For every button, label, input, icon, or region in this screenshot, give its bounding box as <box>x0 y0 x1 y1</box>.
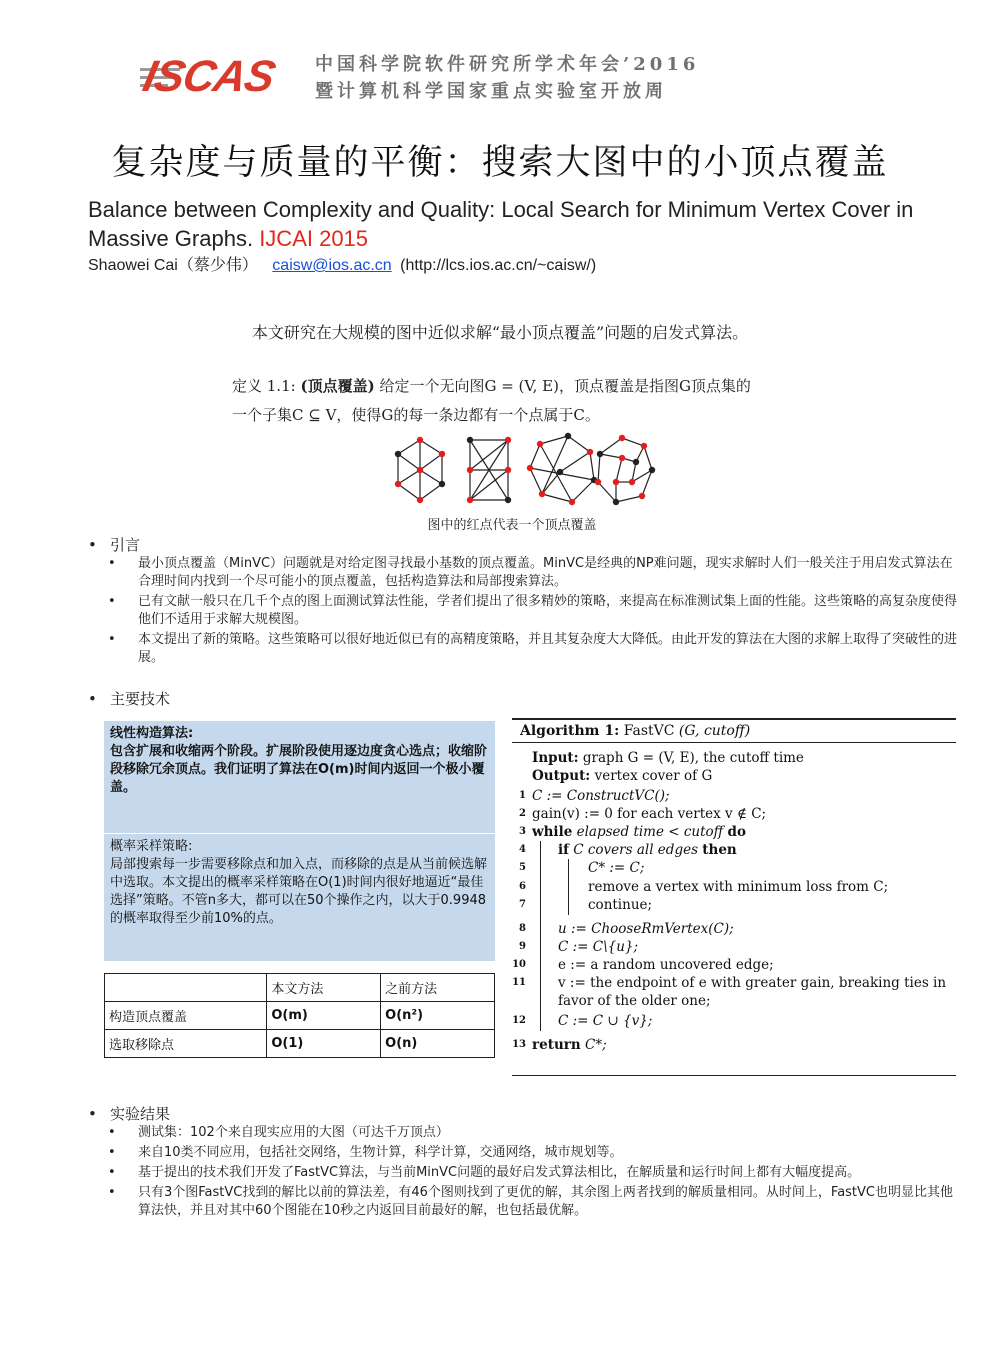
line-text: favor of the older one; <box>558 993 711 1009</box>
table-cell: O(n) <box>381 1030 495 1058</box>
definition-line1 <box>232 372 832 401</box>
table-header-row <box>105 974 495 1002</box>
list-item: • 测试集：102个来自现实应用的大图（可达千万顶点） <box>108 1124 963 1142</box>
line-number: 10 <box>512 959 526 970</box>
conference-title-line1: 中国科学院软件研究所学术年会’2016 <box>315 54 700 75</box>
algorithm-block <box>512 718 956 1076</box>
line-number: 11 <box>512 977 526 988</box>
list-item: • 来自10类不同应用，包括社交网络，生物计算，科学计算，交通网络，城市规划等。 <box>108 1144 963 1162</box>
algorithm-args: (G, cutoff) <box>678 723 751 739</box>
line-text: C := C\{u}; <box>558 939 639 955</box>
algorithm-name: FastVC <box>623 723 675 739</box>
algorithm-line <box>512 920 956 938</box>
table-row <box>105 1002 495 1030</box>
algorithm-line <box>512 787 956 805</box>
line-text: elapsed time < cutoff <box>576 824 724 840</box>
line-number: 6 <box>519 881 526 892</box>
line-text: remove a vertex with minimum loss from C; <box>588 879 889 895</box>
input-text: graph G = (V, E), the cutoff time <box>582 750 804 766</box>
line-text: C*; <box>584 1037 607 1053</box>
table-cell: O(n²) <box>381 1002 495 1030</box>
bullet-icon: • <box>88 690 97 708</box>
table-header-cell: 本文方法 <box>267 974 381 1002</box>
line-number: 4 <box>519 844 526 855</box>
bullet-icon: • <box>88 536 97 554</box>
line-number: 8 <box>519 923 526 934</box>
list-item: • 已有文献一般只在几千个点的图上面测试算法性能，学者们提出了很多精妙的策略，来提高在标准测试集上面的性能。这些策略的高复杂度使得他们不适用于求解大规模图。 <box>108 593 963 629</box>
page-title-chinese: 复杂度与质量的平衡：搜索大图中的小顶点覆盖 <box>111 143 889 183</box>
conference-title-line2: 暨计算机科学国家重点实验室开放周 <box>315 81 667 102</box>
keyword-then: then <box>702 842 737 858</box>
line-text: C covers all edges <box>573 842 698 858</box>
algorithm-mid-rule <box>512 742 956 743</box>
algorithm-output <box>532 767 712 785</box>
algorithm-line <box>512 992 956 1010</box>
results-heading-text: 实验结果 <box>110 1105 171 1123</box>
author-email-link[interactable]: caisw@ios.ac.cn <box>272 257 392 274</box>
algorithm-header <box>512 720 956 739</box>
algorithm-line <box>512 938 956 956</box>
algorithm-line <box>512 859 956 877</box>
line-text: u := ChooseRmVertex(C); <box>558 921 734 937</box>
box2-body: 局部搜索每一步需要移除点和加入点，而移除的点是从当前候选解中选取。本文提出的概率采样策略在O(1)时间内很好地逼近“最佳选择”策略。不管n多大，都可以在50个操作之内，以大于0.9948的概率取得至少前10%的点。 <box>110 857 488 926</box>
iscas-logo: ISCAS <box>138 52 279 101</box>
algorithm-line <box>512 805 956 823</box>
algorithm-input <box>532 749 804 767</box>
if-block-bar <box>568 859 569 915</box>
figure-caption: 图中的红点代表一个顶点覆盖 <box>427 518 597 533</box>
line-number: 9 <box>519 941 526 952</box>
table-cell: O(m) <box>267 1002 381 1030</box>
algorithm-line <box>512 956 956 974</box>
keyword-do: do <box>727 824 746 840</box>
line-number: 3 <box>519 826 526 837</box>
algorithm-line <box>512 1012 956 1030</box>
table-row <box>105 1030 495 1058</box>
table-header-cell <box>105 974 267 1002</box>
linear-construction-box <box>104 721 495 833</box>
line-text: v := the endpoint of e with greater gain, breaking ties in <box>558 975 947 991</box>
line-text: C := C ∪ {v}; <box>558 1013 653 1029</box>
box2-title: 概率采样策略: <box>110 839 193 854</box>
abstract: 本文研究在大规模的图中近似求解“最小顶点覆盖”问题的启发式算法。 <box>251 323 749 342</box>
author-line <box>88 252 596 275</box>
definition-term: (顶点覆盖) <box>300 377 375 395</box>
algorithm-bottom-rule <box>512 1075 956 1076</box>
list-item: • 只有3个图FastVC找到的解比以前的算法差，有46个图则找到了更优的解，其余图上两者找到的解质量相同。从时间上，FastVC也明显比其他算法快，并且对其中60个图能在10秒之内返回目前最好的解，也包括最优解。 <box>108 1184 963 1220</box>
intro-list <box>108 555 963 669</box>
results-heading <box>88 1103 170 1124</box>
line-number: 13 <box>512 1039 526 1050</box>
algorithm-body <box>512 747 956 1069</box>
definition-line2: 一个子集C ⊆ V，使得G的每一条边都有一个点属于C。 <box>232 406 600 424</box>
line-text: C* := C; <box>588 860 645 876</box>
line-text: e := a random uncovered edge; <box>558 957 774 973</box>
intro-heading-text: 引言 <box>110 536 141 554</box>
english-title-text: Balance between Complexity and Quality: Local Search for Minimum Vertex Cover in Massive Graphs. <box>88 197 914 251</box>
algorithm-line <box>512 1036 956 1054</box>
vertex-cover-examples-figure <box>390 432 660 508</box>
algorithm-line <box>512 878 956 896</box>
list-item: • 最小顶点覆盖（MinVC）问题就是对给定图寻找最小基数的顶点覆盖。MinVC是经典的NP难问题，现实求解时人们一般关注于用启发式算法在合理时间内找到一个尽可能小的顶点覆盖，包括构造算法和局部搜索算法。 <box>108 555 963 591</box>
input-label: Input: <box>532 750 579 766</box>
line-number: 7 <box>519 899 526 910</box>
results-list <box>108 1124 963 1222</box>
definition-line1-text: 给定一个无向图G = (V, E)，顶点覆盖是指图G顶点集的 <box>379 377 751 395</box>
output-text: vertex cover of G <box>594 768 713 784</box>
keyword-if: if <box>558 842 569 858</box>
bullet-icon: • <box>88 1105 97 1123</box>
list-item: • 本文提出了新的策略。这些策略可以很好地近似已有的高精度策略，并且其复杂度大大降低。由此开发的算法在大图的求解上取得了突破性的进展。 <box>108 631 963 667</box>
list-item: • 基于提出的技术我们开发了FastVC算法，与当前MinVC问题的最好启发式算法相比，在解质量和运行时间上都有大幅度提高。 <box>108 1164 963 1182</box>
table-header-cell: 之前方法 <box>381 974 495 1002</box>
author-name: Shaowei Cai（蔡少伟） <box>88 257 258 274</box>
keyword-return: return <box>532 1037 581 1053</box>
algorithm-line <box>512 841 956 859</box>
table-cell: 构造顶点覆盖 <box>105 1002 267 1030</box>
definition-label: 定义 1.1: <box>232 377 296 395</box>
line-number: 5 <box>519 862 526 873</box>
intro-heading <box>88 534 140 555</box>
algorithm-line <box>512 974 956 992</box>
page-title-english <box>88 195 968 253</box>
algorithm-label: Algorithm 1: <box>520 723 620 739</box>
box1-body: 包含扩展和收缩两个阶段。扩展阶段使用逐边度贪心选点；收缩阶段移除冗余顶点。我们证明了算法在O(m)时间内返回一个极小覆盖。 <box>110 744 488 795</box>
probabilistic-sampling-box <box>104 833 495 961</box>
line-text: gain(v) := 0 for each vertex v ∉ C; <box>532 806 767 822</box>
line-number: 2 <box>519 808 526 819</box>
techniques-heading <box>88 688 170 709</box>
venue-label: IJCAI 2015 <box>259 226 369 251</box>
output-label: Output: <box>532 768 591 784</box>
line-text: continue; <box>588 897 653 913</box>
techniques-heading-text: 主要技术 <box>110 690 171 708</box>
author-homepage: (http://lcs.ios.ac.cn/~caisw/) <box>400 257 597 274</box>
complexity-comparison-table <box>104 973 495 1058</box>
algorithm-line <box>512 896 956 914</box>
table-cell: O(1) <box>267 1030 381 1058</box>
box1-title: 线性构造算法: <box>110 726 194 741</box>
keyword-while: while <box>532 824 573 840</box>
algorithm-line <box>512 823 956 841</box>
table-cell: 选取移除点 <box>105 1030 267 1058</box>
definition-block <box>232 372 832 430</box>
line-number: 12 <box>512 1015 526 1026</box>
line-text: C := ConstructVC(); <box>532 788 670 804</box>
while-block-bar <box>540 841 541 1031</box>
line-number: 1 <box>519 790 526 801</box>
